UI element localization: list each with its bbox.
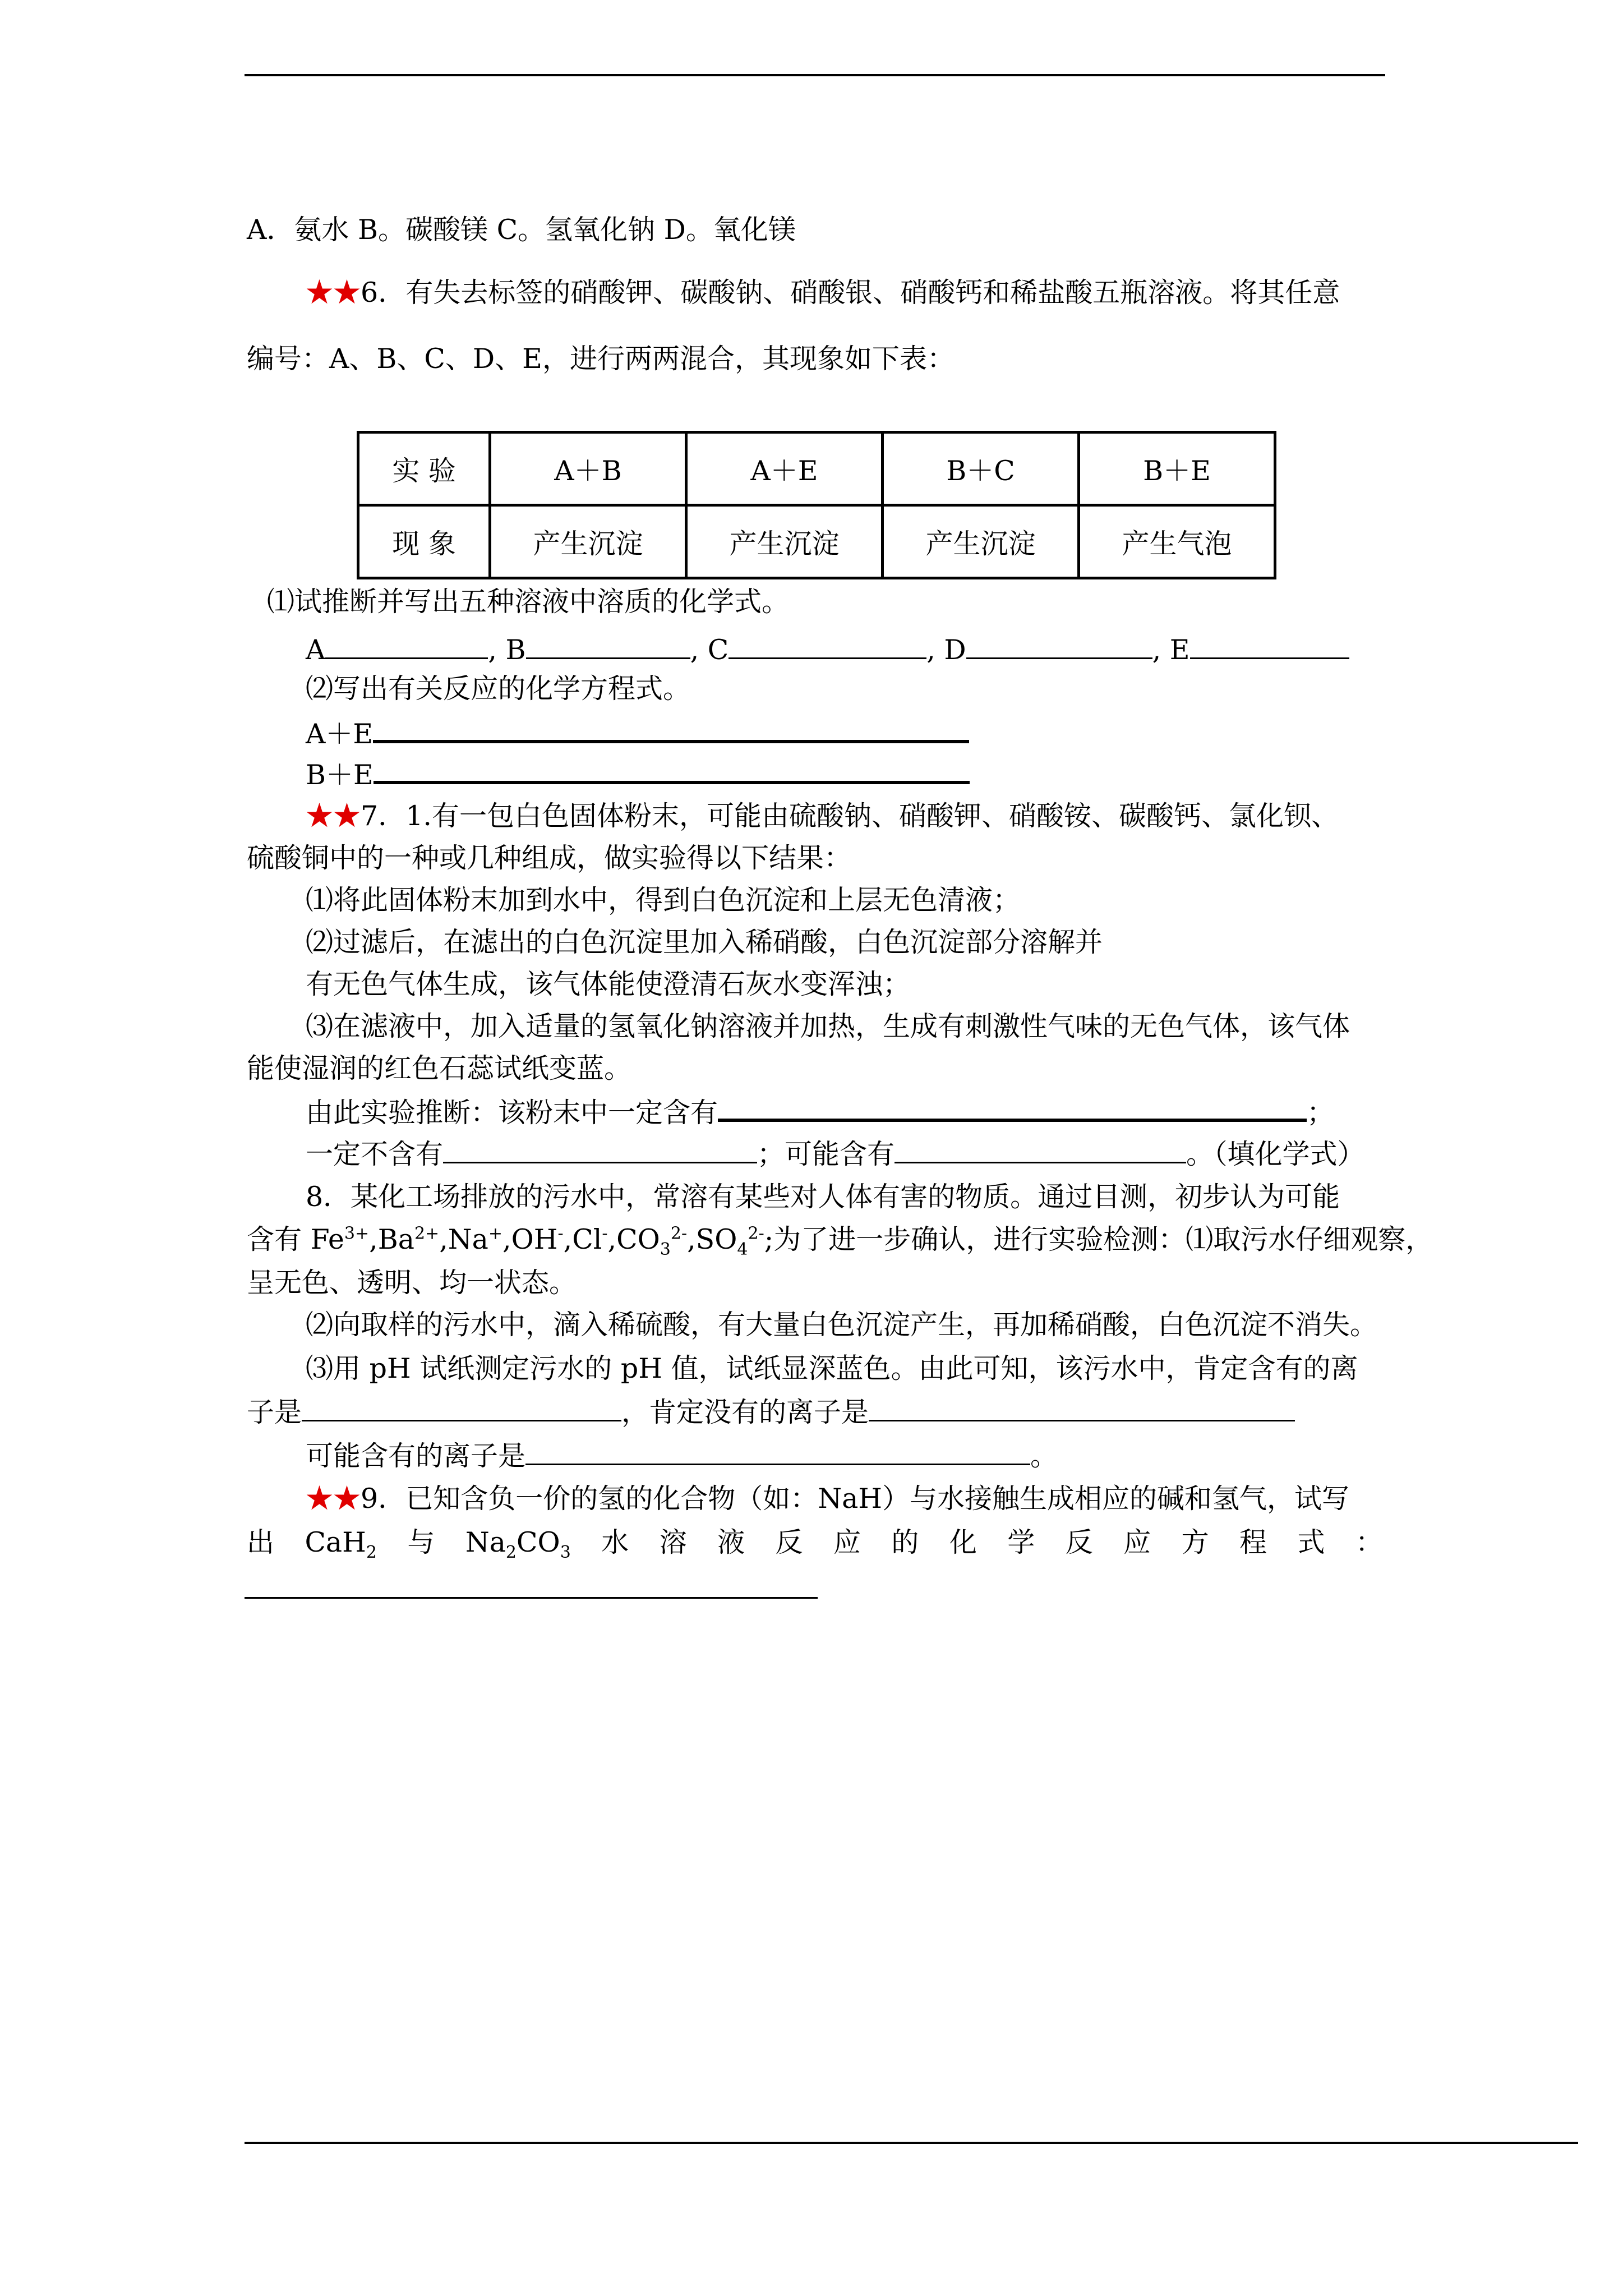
- label-c: , C: [690, 634, 729, 666]
- equation-blank-1[interactable]: [373, 715, 969, 743]
- q7-answer-line: [306, 1137, 1365, 1171]
- q7-step-3b-text: 能使湿润的红色石蕊试纸变蓝。: [247, 1052, 632, 1084]
- q7-step-1: [306, 884, 1020, 917]
- q9-word: 反: [1065, 1526, 1093, 1558]
- q6-sub-1-text: ⑴试推断并写出五种溶液中溶质的化学式。: [267, 586, 790, 618]
- table-cell: 实 验: [358, 432, 490, 505]
- label-b: , B: [488, 634, 526, 666]
- q8-text-1: 8．某化工场排放的污水中，常溶有某些对人体有害的物质。通过目测，初步认为可能: [306, 1181, 1340, 1213]
- q9-formula-cah2: CaH$_2$: [305, 1526, 377, 1562]
- q8-line-3: [247, 1266, 577, 1300]
- q9-word: 液: [717, 1526, 745, 1558]
- table-cell: 现 象: [358, 505, 490, 578]
- answer-blank-e[interactable]: [1190, 633, 1349, 659]
- q9-word: 出: [247, 1526, 275, 1558]
- q7-step-2b: [306, 968, 910, 1001]
- q9-word: 学: [1007, 1526, 1035, 1558]
- q9-formula-na2co3: $Na_2CO_3$: [465, 1526, 571, 1562]
- maybe-contain-blank[interactable]: [895, 1137, 1186, 1163]
- difficulty-stars: ★★: [306, 800, 361, 832]
- q8-text-6a: 可能含有的离子是: [306, 1440, 526, 1472]
- q8-text-6b: 。: [1030, 1440, 1058, 1472]
- footer-rule: [245, 2142, 1578, 2144]
- q7-maybe-label: ；可能含有: [757, 1138, 895, 1170]
- q8-step-3: [306, 1352, 1358, 1386]
- q8-step-2: [306, 1308, 1377, 1342]
- q5-option-d: D。氧化镁: [663, 214, 796, 246]
- q7-line-1: [306, 799, 1339, 833]
- q9-word: 溶: [659, 1526, 687, 1558]
- q7-step-3a: [306, 1010, 1350, 1043]
- q8-line-2: 含有 $Fe^{3+},Ba^{2+},Na^+,OH^-,Cl^-,CO_3^{2-},SO_4^{2-}$;为了进一步确认，进行实验检测：⑴取污水仔细观察，: [247, 1223, 1433, 1259]
- q6-equation-1: [306, 715, 969, 751]
- possible-ions-blank[interactable]: [525, 1439, 1030, 1465]
- table-row: [358, 505, 1275, 578]
- q9-word: 应: [833, 1526, 861, 1558]
- answer-blank-d[interactable]: [966, 633, 1152, 659]
- q9-word: 的: [891, 1526, 919, 1558]
- equation-blank-2[interactable]: [374, 756, 970, 784]
- table-cell: 产生沉淀: [883, 505, 1079, 578]
- q7-text-1: 7．1.有一包白色固体粉末，可能由硫酸钠、硝酸钾、硝酸铵、碳酸钙、氯化钡、: [361, 800, 1339, 832]
- q6-sub-2: [306, 672, 690, 706]
- q8-line-5: [247, 1395, 1295, 1429]
- not-contain-blank[interactable]: [443, 1137, 757, 1163]
- certain-ions-blank[interactable]: [302, 1395, 621, 1421]
- q8-line-1: [306, 1180, 1340, 1214]
- q7-text-2: 硫酸铜中的一种或几种组成，做实验得以下结果：: [247, 842, 852, 874]
- q7-line-2: [247, 841, 851, 875]
- equation-label-2: B＋E: [306, 759, 374, 791]
- q7-step-1-text: ⑴将此固体粉末加到水中，得到白色沉淀和上层无色清液；: [306, 884, 1021, 916]
- table-cell: B＋C: [883, 432, 1079, 505]
- q5-option-c: C。氢氧化钠: [496, 214, 656, 246]
- q5-option-b: B。碳酸镁: [357, 214, 488, 246]
- q6-line-1: [306, 276, 1340, 310]
- absent-ions-blank[interactable]: [869, 1395, 1295, 1421]
- q9-word: 方: [1181, 1526, 1209, 1558]
- table-cell: 产生沉淀: [686, 505, 883, 578]
- q9-word: 与: [407, 1526, 435, 1558]
- q6-equation-2: [306, 756, 970, 792]
- q9-word: 式: [1297, 1526, 1325, 1558]
- q6-text-1: 6．有失去标签的硝酸钾、碳酸钠、硝酸银、硝酸钙和稀盐酸五瓶溶液。将其任意: [361, 277, 1340, 309]
- q8-text-2-prefix: 含有 Fe: [247, 1223, 344, 1255]
- q7-conclusion-text: 由此实验推断：该粉末中一定含有: [306, 1097, 718, 1129]
- q7-step-2b-text: 有无色气体生成，该气体能使澄清石灰水变浑浊；: [306, 968, 911, 1000]
- q9-word: Na: [465, 1526, 506, 1558]
- q7-step-3b: [247, 1052, 631, 1085]
- table-cell: B＋E: [1079, 432, 1275, 505]
- q7-step-2a-text: ⑵过滤后，在滤出的白色沉淀里加入稀硝酸，白色沉淀部分溶解并: [306, 926, 1103, 958]
- must-contain-blank[interactable]: [718, 1094, 1307, 1122]
- table-cell: 产生气泡: [1079, 505, 1275, 578]
- q6-sub-1: [267, 585, 789, 619]
- label-d: , D: [926, 634, 966, 666]
- table-cell: A＋B: [490, 432, 686, 505]
- experiment-table: [357, 431, 1276, 579]
- answer-blank-c[interactable]: [728, 633, 926, 659]
- q8-step-3-text: ⑶用 pH 试纸测定污水的 pH 值，试纸显深蓝色。由此可知，该污水中，肯定含有的离: [306, 1352, 1358, 1384]
- q6-sub-2-text: ⑵写出有关反应的化学方程式。: [306, 673, 691, 705]
- q5-option-a: A．氨水: [247, 214, 349, 246]
- q7-step-3a-text: ⑶在滤液中，加入适量的氢氧化钠溶液并加热，生成有刺激性气味的无色气体，该气体: [306, 1010, 1350, 1042]
- q9-line-2: [247, 1526, 1383, 1562]
- equation-label-1: A＋E: [306, 718, 374, 750]
- q8-text-5b: ，肯定没有的离子是: [621, 1396, 869, 1428]
- q9-answer-blank[interactable]: [245, 1597, 818, 1599]
- q9-word: 化: [949, 1526, 977, 1558]
- q9-word: 水: [601, 1526, 629, 1558]
- q9-word: 应: [1123, 1526, 1151, 1558]
- q6-answer-blanks: [306, 633, 1349, 667]
- q9-word: 程: [1239, 1526, 1267, 1558]
- answer-blank-b[interactable]: [526, 633, 690, 659]
- q7-tail: 。（填化学式）: [1186, 1138, 1365, 1170]
- q9-word: ：: [1355, 1526, 1383, 1558]
- q7-step-2a: [306, 926, 1103, 959]
- q6-text-2: 编号：A、B、C、D、E，进行两两混合，其现象如下表：: [247, 343, 955, 375]
- q8-step-2-text: ⑵向取样的污水中，滴入稀硫酸，有大量白色沉淀产生，再加稀硝酸，白色沉淀不消失。: [306, 1309, 1378, 1341]
- table-cell: A＋E: [686, 432, 883, 505]
- q6-line-2: [247, 342, 955, 376]
- answer-blank-a[interactable]: [325, 633, 488, 659]
- q8-text-3: 呈无色、透明、均一状态。: [247, 1267, 577, 1299]
- difficulty-stars: ★★: [306, 277, 361, 309]
- difficulty-stars: ★★: [306, 1483, 361, 1515]
- table-row: [358, 432, 1275, 505]
- header-rule: [245, 74, 1385, 76]
- q7-conclusion: [306, 1094, 1334, 1130]
- q8-text-2-tail: ;为了进一步确认，进行实验检测：⑴取污水仔细观察，: [764, 1223, 1433, 1255]
- q7-not-contain-label: 一定不含有: [306, 1138, 444, 1170]
- q8-text-5a: 子是: [247, 1396, 302, 1428]
- q5-options: [247, 213, 796, 247]
- q9-text-1: 9．已知含负一价的氢的化合物（如：NaH）与水接触生成相应的碱和氢气，试写: [361, 1483, 1350, 1515]
- table-cell: 产生沉淀: [490, 505, 686, 578]
- q9-line-1: [306, 1482, 1349, 1516]
- q9-word: CaH: [305, 1526, 366, 1558]
- q7-semicolon: ；: [1307, 1097, 1335, 1129]
- label-a: A: [306, 634, 326, 666]
- q9-word: 反: [775, 1526, 803, 1558]
- q8-line-6: [306, 1439, 1058, 1473]
- label-e: , E: [1152, 634, 1190, 666]
